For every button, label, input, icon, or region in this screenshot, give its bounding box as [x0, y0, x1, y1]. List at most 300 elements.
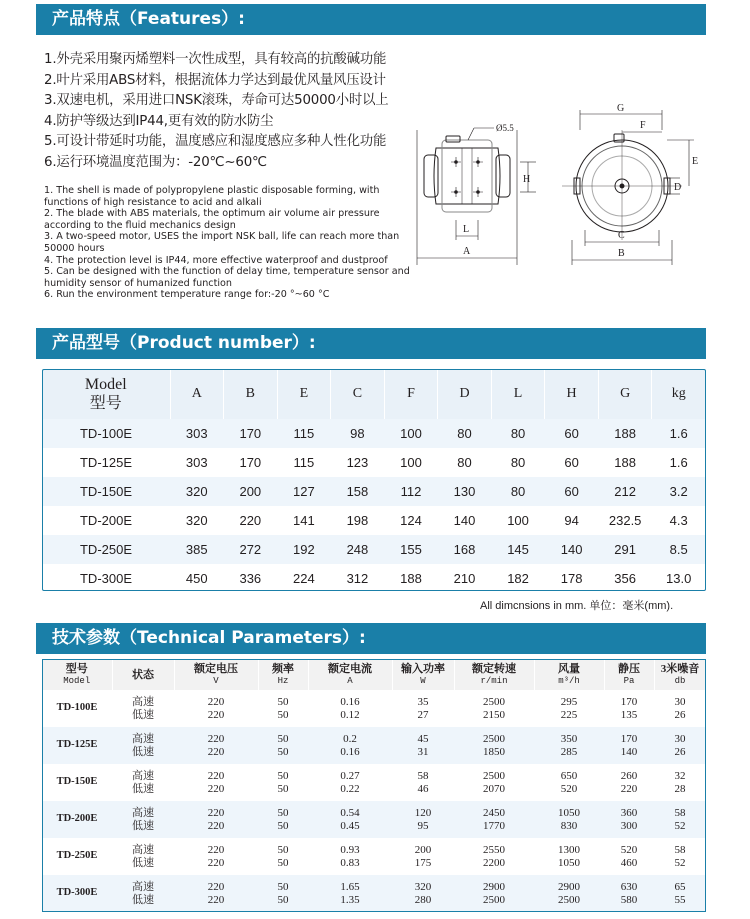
- column-header: [534, 659, 604, 690]
- feature-en-item: 6. Run the environment temperature range for:-20 °~60 °C: [44, 289, 330, 301]
- header-unit: V: [213, 675, 219, 686]
- model-cell: TD-250E: [42, 535, 170, 564]
- low-speed-value: 低速: [132, 893, 154, 906]
- high-speed-value: 65: [674, 881, 686, 893]
- column-header: D: [438, 369, 492, 419]
- header-label: 额定转速: [472, 662, 516, 675]
- high-speed-value: 2450: [483, 807, 505, 819]
- value-cell: 198: [346, 513, 369, 528]
- speed-state-cell: [112, 838, 174, 875]
- low-speed-value: 220: [207, 819, 225, 832]
- model-cell: TD-200E: [42, 801, 112, 838]
- low-speed-value: 95: [417, 819, 429, 832]
- high-speed-value: 120: [414, 807, 432, 819]
- value-cell: 60: [564, 455, 579, 470]
- model-header-cn: 型号: [89, 395, 122, 412]
- low-speed-value: 1850: [483, 745, 505, 758]
- column-header: H: [545, 369, 599, 419]
- model-cell: TD-150E: [56, 776, 98, 788]
- value-cell: 192: [277, 535, 331, 564]
- value-cell: 155: [384, 535, 438, 564]
- high-speed-value: 高速: [132, 807, 154, 819]
- high-speed-value: 50: [277, 696, 289, 708]
- dim-label-l: L: [463, 224, 470, 235]
- low-speed-value: 28: [674, 782, 686, 795]
- value-cell: 220: [239, 513, 262, 528]
- low-speed-value: 220: [207, 856, 225, 869]
- high-speed-value: 2550: [483, 844, 505, 856]
- value-cell: [454, 838, 534, 875]
- low-speed-value: 1.35: [340, 893, 360, 906]
- table-row: [42, 690, 706, 727]
- value-cell: 212: [598, 477, 652, 506]
- value-cell: 100: [400, 455, 422, 470]
- value-cell: [654, 801, 706, 838]
- high-speed-value: 50: [277, 770, 289, 782]
- value-cell: [604, 875, 654, 912]
- value-cell: 303: [170, 419, 224, 448]
- high-speed-value: 650: [560, 770, 578, 782]
- value-cell: 98: [331, 419, 385, 448]
- value-cell: 158: [331, 477, 385, 506]
- model-cell: TD-300E: [79, 571, 133, 586]
- model-column-header: [42, 369, 170, 419]
- value-cell: [258, 838, 308, 875]
- low-speed-value: 2500: [558, 893, 580, 906]
- low-speed-value: 1770: [483, 819, 505, 832]
- value-cell: [604, 801, 654, 838]
- column-header: E: [277, 369, 331, 419]
- low-speed-value: 135: [620, 708, 638, 721]
- high-speed-value: 2500: [483, 770, 505, 782]
- value-cell: 8.5: [652, 535, 706, 564]
- value-cell: [308, 875, 392, 912]
- value-cell: [454, 764, 534, 801]
- high-speed-value: 58: [674, 807, 686, 819]
- high-speed-value: 50: [277, 807, 289, 819]
- table-header-row: [42, 659, 706, 690]
- low-speed-value: 27: [417, 708, 429, 721]
- value-cell: [604, 690, 654, 727]
- low-speed-value: 2200: [483, 856, 505, 869]
- table-row: [42, 764, 706, 801]
- value-cell: 200: [224, 477, 278, 506]
- model-cell: TD-100E: [42, 419, 170, 448]
- value-cell: 123: [346, 455, 369, 470]
- value-cell: 124: [400, 513, 422, 528]
- high-speed-value: 高速: [132, 696, 154, 708]
- model-cell: TD-125E: [42, 727, 112, 764]
- value-cell: 141: [293, 513, 315, 528]
- header-label: 状态: [132, 668, 154, 681]
- speed-state-cell: [112, 801, 174, 838]
- high-speed-value: 高速: [132, 881, 154, 893]
- value-cell: [392, 875, 454, 912]
- value-cell: 210: [453, 571, 476, 586]
- column-header: kg: [652, 369, 706, 419]
- feature-cn-item: 4.防护等级达到IP44,更有效的防水防尘: [44, 113, 274, 129]
- high-speed-value: 630: [620, 881, 638, 893]
- low-speed-value: 26: [674, 745, 686, 758]
- value-cell: 100: [384, 419, 438, 448]
- value-cell: 130: [438, 477, 492, 506]
- value-cell: [654, 690, 706, 727]
- high-speed-value: 350: [560, 733, 578, 745]
- high-speed-value: 220: [207, 733, 225, 745]
- column-header: L: [491, 369, 545, 419]
- value-cell: 182: [507, 571, 529, 586]
- value-cell: [454, 727, 534, 764]
- value-cell: [392, 727, 454, 764]
- high-speed-value: 58: [417, 770, 429, 782]
- low-speed-value: 2150: [483, 708, 505, 721]
- high-speed-value: 1050: [558, 807, 580, 819]
- value-cell: 312: [346, 571, 369, 586]
- value-cell: [258, 690, 308, 727]
- column-header: [42, 659, 112, 690]
- low-speed-value: 52: [674, 856, 686, 869]
- value-cell: 3.2: [652, 477, 706, 506]
- value-cell: 336: [239, 571, 262, 586]
- high-speed-value: 170: [620, 733, 638, 745]
- high-speed-value: 200: [414, 844, 432, 856]
- header-unit: m³/h: [558, 675, 580, 686]
- value-cell: [308, 764, 392, 801]
- high-speed-value: 220: [207, 696, 225, 708]
- side-view: [417, 123, 536, 265]
- high-speed-value: 50: [277, 844, 289, 856]
- model-cell: TD-300E: [42, 875, 112, 912]
- feature-cn-item: 3.双速电机，采用进口NSK滚珠，寿命可达50000小时以上: [44, 93, 389, 109]
- header-label: 静压: [618, 662, 640, 675]
- value-cell: [258, 764, 308, 801]
- high-speed-value: 320: [414, 881, 432, 893]
- high-speed-value: 50: [277, 733, 289, 745]
- low-speed-value: 46: [417, 782, 429, 795]
- low-speed-value: 低速: [132, 745, 154, 758]
- high-speed-value: 0.93: [340, 844, 360, 856]
- low-speed-value: 220: [207, 708, 225, 721]
- table-header-row: [42, 369, 706, 419]
- value-cell: [174, 764, 258, 801]
- value-cell: [308, 838, 392, 875]
- value-cell: [654, 764, 706, 801]
- high-speed-value: 220: [207, 881, 225, 893]
- value-cell: 224: [293, 571, 315, 586]
- feature-en-item: 3. A two-speed motor, USES the import NSK ball, life can reach more than 50000 hours: [44, 231, 400, 254]
- value-cell: 170: [224, 419, 278, 448]
- header-label: 型号: [65, 662, 88, 675]
- low-speed-value: 220: [207, 782, 225, 795]
- table-row: [42, 801, 706, 838]
- value-cell: [454, 801, 534, 838]
- value-cell: [534, 690, 604, 727]
- header-label: 频率: [272, 662, 294, 675]
- value-cell: 115: [277, 419, 331, 448]
- header-unit: Pa: [623, 675, 635, 686]
- feature-en-item: 5. Can be designed with the function of delay time, temperature sensor and humidity sensor of humanized function: [44, 266, 410, 289]
- value-cell: 188: [614, 455, 636, 470]
- high-speed-value: 220: [207, 770, 225, 782]
- high-speed-value: 45: [417, 733, 429, 745]
- value-cell: [174, 875, 258, 912]
- value-cell: [534, 801, 604, 838]
- high-speed-value: 360: [620, 807, 638, 819]
- header-unit: r/min: [480, 675, 508, 686]
- value-cell: 4.3: [669, 513, 688, 528]
- high-speed-value: 高速: [132, 770, 154, 782]
- value-cell: [454, 875, 534, 912]
- model-cell: TD-250E: [56, 850, 98, 862]
- value-cell: 188: [598, 419, 652, 448]
- value-cell: [654, 727, 706, 764]
- dim-label-h: H: [523, 174, 531, 185]
- high-speed-value: 2900: [558, 881, 580, 893]
- value-cell: 188: [400, 571, 422, 586]
- low-speed-value: 0.83: [340, 856, 360, 869]
- low-speed-value: 520: [560, 782, 578, 795]
- header-label: 额定电流: [328, 662, 372, 675]
- header-label: 额定电压: [194, 662, 238, 675]
- feature-cn-item: 6.运行环境温度范围为：-20℃~60℃: [44, 154, 267, 170]
- value-cell: 100: [507, 513, 529, 528]
- value-cell: [174, 690, 258, 727]
- low-speed-value: 580: [620, 893, 638, 906]
- column-header: [174, 659, 258, 690]
- dim-label-c: C: [618, 230, 625, 241]
- header-unit: Hz: [277, 675, 289, 686]
- dim-label-f: F: [640, 120, 646, 131]
- feature-cn-item: 2.叶片采用ABS材料，根据流体力学达到最优风量风压设计: [44, 72, 386, 88]
- value-cell: [174, 801, 258, 838]
- low-speed-value: 低速: [132, 856, 154, 869]
- low-speed-value: 1050: [558, 856, 580, 869]
- dim-label-phi: Ø5.5: [496, 123, 514, 133]
- column-header: F: [384, 369, 438, 419]
- model-cell: TD-200E: [79, 513, 133, 528]
- high-speed-value: 高速: [132, 733, 154, 745]
- high-speed-value: 260: [620, 770, 638, 782]
- value-cell: 80: [510, 455, 526, 470]
- value-cell: 80: [491, 419, 545, 448]
- low-speed-value: 50: [277, 745, 289, 758]
- low-speed-value: 26: [674, 708, 686, 721]
- value-cell: [454, 690, 534, 727]
- table-row: [42, 564, 706, 593]
- low-speed-value: 830: [560, 819, 578, 832]
- low-speed-value: 175: [414, 856, 432, 869]
- value-cell: 291: [598, 535, 652, 564]
- value-cell: [534, 875, 604, 912]
- low-speed-value: 50: [277, 708, 289, 721]
- value-cell: [392, 801, 454, 838]
- value-cell: [174, 727, 258, 764]
- low-speed-value: 50: [277, 856, 289, 869]
- column-header: C: [331, 369, 385, 419]
- header-unit: db: [674, 675, 686, 686]
- value-cell: [258, 727, 308, 764]
- low-speed-value: 低速: [132, 819, 154, 832]
- high-speed-value: 170: [620, 696, 638, 708]
- table-row: [42, 506, 706, 535]
- high-speed-value: 30: [674, 733, 686, 745]
- high-speed-value: 220: [207, 807, 225, 819]
- low-speed-value: 50: [277, 782, 289, 795]
- high-speed-value: 50: [277, 881, 289, 893]
- value-cell: [654, 838, 706, 875]
- feature-en-item: 2. The blade with ABS materials, the optimum air volume air pressure according to the fluid mechanics design: [44, 208, 380, 231]
- units-note: All dimcnsions in mm. 单位：毫米(mm).: [480, 600, 674, 612]
- low-speed-value: 0.45: [340, 819, 360, 832]
- column-header: [308, 659, 392, 690]
- low-speed-value: 140: [620, 745, 638, 758]
- dim-label-e: E: [692, 156, 699, 167]
- value-cell: 385: [170, 535, 224, 564]
- column-header: [258, 659, 308, 690]
- table-row: [42, 535, 706, 564]
- value-cell: [258, 875, 308, 912]
- value-cell: 168: [438, 535, 492, 564]
- low-speed-value: 220: [207, 745, 225, 758]
- value-cell: 272: [224, 535, 278, 564]
- value-cell: 1.6: [669, 455, 688, 470]
- value-cell: [392, 838, 454, 875]
- table-row: [42, 477, 706, 506]
- value-cell: [604, 727, 654, 764]
- column-header: [112, 659, 174, 690]
- front-view: [562, 103, 698, 265]
- model-header-en: Model: [84, 376, 127, 393]
- high-speed-value: 0.2: [343, 733, 357, 745]
- feature-en-item: 4. The protection level is IP44, more effective waterproof and dustproof: [44, 254, 388, 266]
- value-cell: 80: [438, 419, 492, 448]
- value-cell: [604, 838, 654, 875]
- dim-label-b: B: [618, 248, 625, 259]
- value-cell: 60: [545, 477, 599, 506]
- low-speed-value: 2070: [483, 782, 505, 795]
- low-speed-value: 低速: [132, 782, 154, 795]
- value-cell: 320: [185, 513, 208, 528]
- value-cell: 232.5: [608, 513, 642, 528]
- value-cell: [258, 801, 308, 838]
- column-header: [654, 659, 706, 690]
- column-header: B: [224, 369, 278, 419]
- header-label: 风量: [558, 662, 580, 675]
- value-cell: 320: [170, 477, 224, 506]
- value-cell: 170: [239, 455, 262, 470]
- high-speed-value: 35: [417, 696, 429, 708]
- value-cell: 303: [185, 455, 208, 470]
- header-unit: A: [347, 675, 353, 686]
- header-unit: W: [420, 675, 426, 686]
- high-speed-value: 高速: [132, 844, 154, 856]
- value-cell: 94: [564, 513, 579, 528]
- value-cell: [174, 838, 258, 875]
- table-row: [42, 448, 706, 477]
- model-cell: TD-150E: [42, 477, 170, 506]
- low-speed-value: 52: [674, 819, 686, 832]
- product-dimension-table: [42, 369, 706, 593]
- value-cell: [308, 801, 392, 838]
- high-speed-value: 32: [674, 770, 686, 782]
- value-cell: [308, 727, 392, 764]
- high-speed-value: 30: [674, 696, 686, 708]
- header-unit: Model: [63, 675, 91, 686]
- value-cell: [534, 727, 604, 764]
- column-header: A: [170, 369, 224, 419]
- dim-label-a: A: [463, 246, 471, 257]
- high-speed-value: 58: [674, 844, 686, 856]
- low-speed-value: 0.16: [340, 745, 360, 758]
- low-speed-value: 225: [560, 708, 578, 721]
- value-cell: 356: [614, 571, 636, 586]
- speed-state-cell: [112, 875, 174, 912]
- value-cell: 127: [277, 477, 331, 506]
- high-speed-value: 520: [620, 844, 638, 856]
- table-row: [42, 875, 706, 912]
- value-cell: 60: [545, 419, 599, 448]
- high-speed-value: 2500: [483, 733, 505, 745]
- value-cell: 112: [384, 477, 438, 506]
- dim-label-d: D: [674, 182, 682, 193]
- value-cell: 13.0: [666, 571, 692, 586]
- value-cell: [604, 764, 654, 801]
- table-row: [42, 727, 706, 764]
- technical-parameters-heading: 技术参数（Technical Parameters）:: [36, 623, 706, 654]
- low-speed-value: 285: [560, 745, 578, 758]
- low-speed-value: 0.12: [340, 708, 360, 721]
- column-header: [392, 659, 454, 690]
- low-speed-value: 0.22: [340, 782, 360, 795]
- low-speed-value: 55: [674, 893, 686, 906]
- column-header: [454, 659, 534, 690]
- value-cell: [654, 875, 706, 912]
- low-speed-value: 280: [414, 893, 432, 906]
- column-header: [604, 659, 654, 690]
- feature-cn-item: 5.可设计带延时功能，温度感应和湿度感应多种人性化功能: [44, 134, 387, 150]
- low-speed-value: 2500: [483, 893, 505, 906]
- column-header: G: [598, 369, 652, 419]
- low-speed-value: 31: [417, 745, 429, 758]
- value-cell: [308, 690, 392, 727]
- value-cell: [392, 764, 454, 801]
- low-speed-value: 300: [620, 819, 638, 832]
- features-list-chinese: [44, 50, 424, 174]
- value-cell: 140: [453, 513, 476, 528]
- value-cell: 140: [545, 535, 599, 564]
- header-label: 输入功率: [401, 662, 445, 675]
- value-cell: 80: [457, 455, 472, 470]
- high-speed-value: 220: [207, 844, 225, 856]
- value-cell: [392, 690, 454, 727]
- value-cell: 145: [491, 535, 545, 564]
- high-speed-value: 0.16: [340, 696, 360, 708]
- table-row: [42, 838, 706, 875]
- value-cell: 80: [491, 477, 545, 506]
- technical-parameters-table: [42, 659, 707, 912]
- low-speed-value: 220: [620, 782, 638, 795]
- dim-label-g: G: [617, 103, 625, 114]
- model-cell: TD-100E: [56, 702, 98, 714]
- features-heading: 产品特点（Features）:: [36, 4, 706, 35]
- feature-cn-item: 1.外壳采用聚丙烯塑料一次性成型，具有较高的抗酸碱功能: [44, 52, 387, 67]
- value-cell: [534, 838, 604, 875]
- high-speed-value: 1.65: [340, 881, 360, 893]
- value-cell: 248: [331, 535, 385, 564]
- low-speed-value: 220: [207, 893, 225, 906]
- value-cell: [534, 764, 604, 801]
- header-label: 3米噪音: [660, 662, 700, 675]
